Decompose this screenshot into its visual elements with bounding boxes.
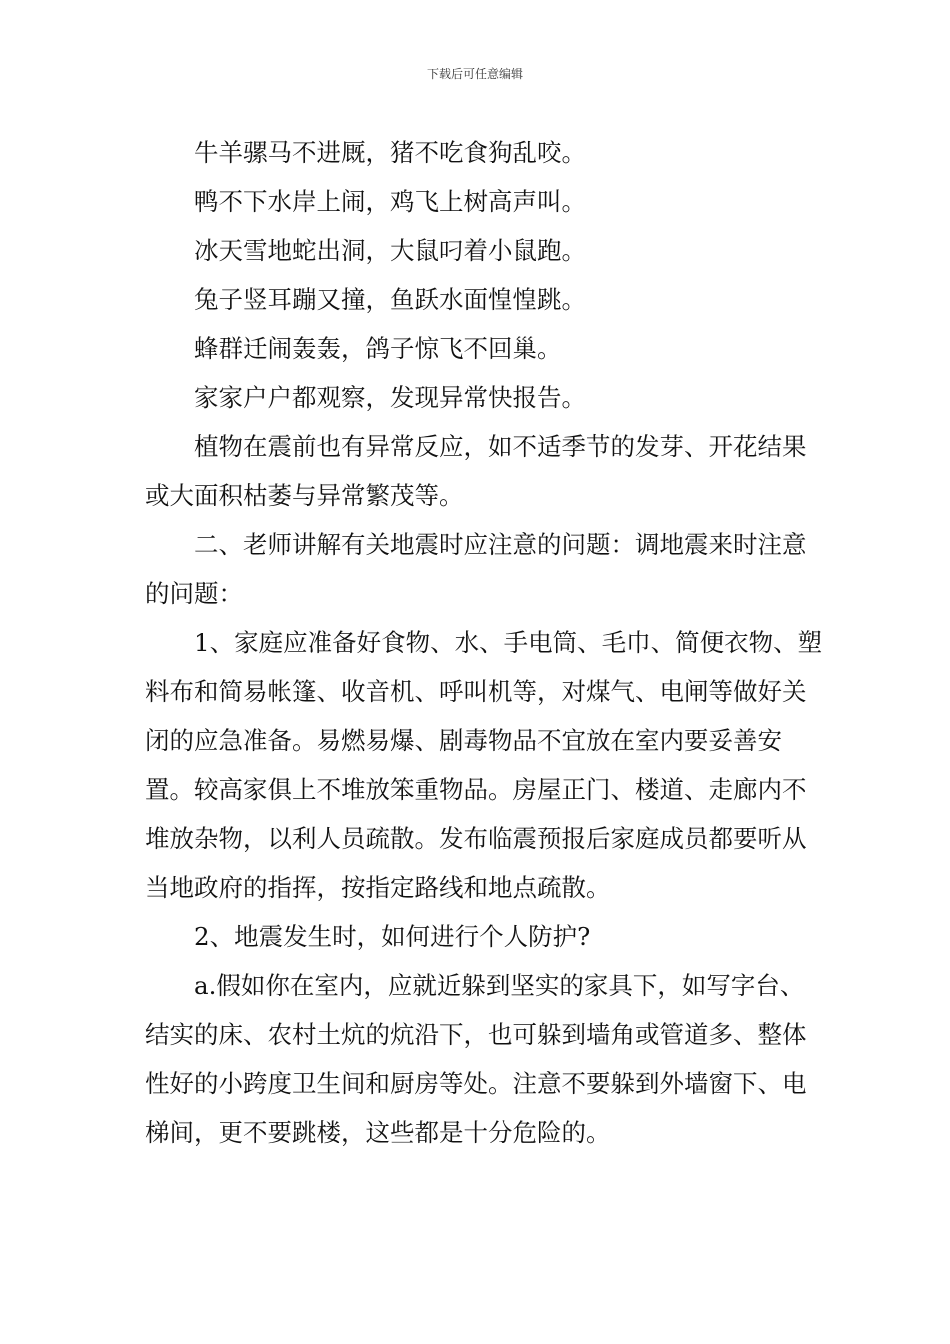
paragraph-rhyme-2: 鸭不下水岸上闹，鸡飞上树高声叫。 [194, 187, 586, 216]
paragraph-rhyme-1: 牛羊骡马不进厩，猪不吃食狗乱咬。 [194, 138, 586, 167]
paragraph-rhyme-5: 蜂群迁闹轰轰，鸽子惊飞不回巢。 [194, 334, 562, 363]
paragraph-item-2a: a.假如你在室内，应就近躲到坚实的家具下，如写字台、结实的床、农村土炕的炕沿下，也可躲到墙角或管道多、整体性好的小跨度卫生间和厨房等处。注意不要躲到外墙窗下、电梯间，更不要跳楼，这些都是十分危险的。 [145, 971, 807, 1147]
paragraph-rhyme-4: 兔子竖耳蹦又撞，鱼跃水面惶惶跳。 [194, 285, 586, 314]
paragraph-item-1: 1、家庭应准备好食物、水、手电筒、毛巾、简便衣物、塑料布和简易帐篷、收音机、呼叫机等，对煤气、电闸等做好关闭的应急准备。易燃易爆、剧毒物品不宜放在室内要妥善安置。较高家俱上不堆放笨重物品。房屋正门、楼道、走廊内不堆放杂物，以利人员疏散。发布临震预报后家庭成员都要听从当地政府的指挥，按指定路线和地点疏散。 [145, 628, 823, 902]
page-header: 下载后可任意编辑 [426, 67, 523, 81]
paragraph-rhyme-3: 冰天雪地蛇出洞，大鼠叼着小鼠跑。 [194, 236, 586, 265]
paragraph-plants: 植物在震前也有异常反应，如不适季节的发芽、开花结果或大面积枯萎与异常繁茂等。 [145, 432, 807, 510]
paragraph-section-two: 二、老师讲解有关地震时应注意的问题：调地震来时注意的问题： [145, 530, 807, 608]
paragraph-rhyme-6: 家家户户都观察，发现异常快报告。 [194, 383, 586, 412]
paragraph-item-2: 2、地震发生时，如何进行个人防护? [194, 922, 591, 951]
document-body [145, 128, 825, 1157]
